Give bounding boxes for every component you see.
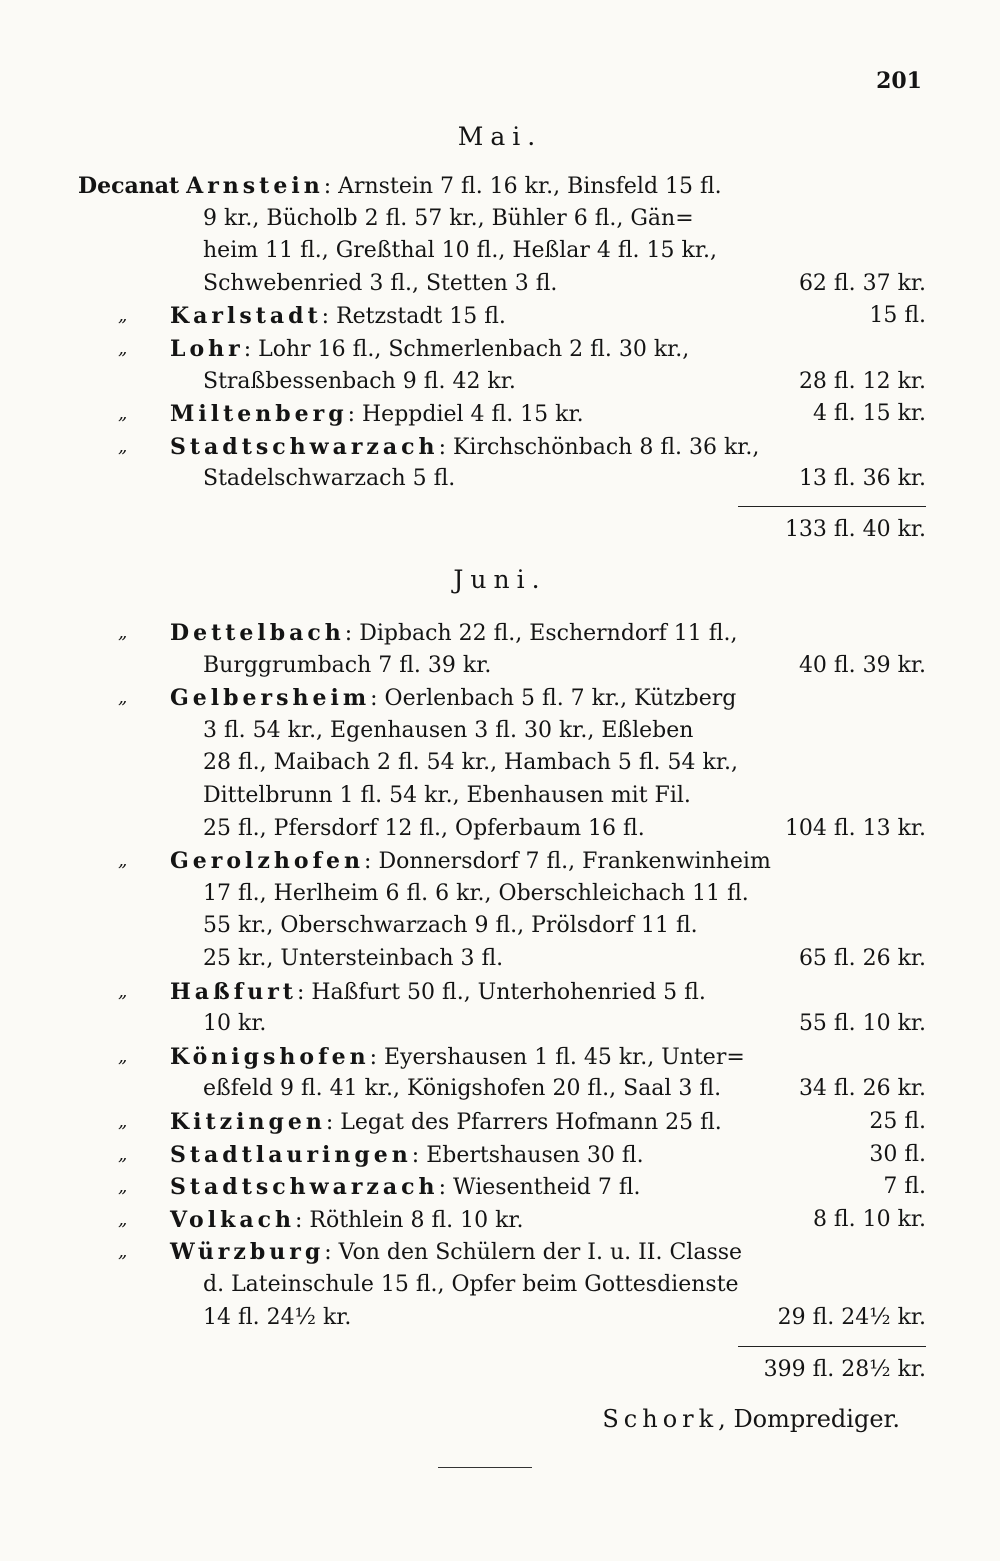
place-name: Stadtschwarzach — [170, 1174, 439, 1201]
section-title-juni: Juni. — [453, 565, 547, 594]
entry-continuation-line: Dittelbrunn 1 fl. 54 kr., Ebenhausen mit Fil. — [203, 783, 691, 808]
total-mai: 133 fl. 40 kr. — [784, 517, 926, 542]
entry-amount: 40 fl. 39 kr. — [798, 652, 926, 678]
entry-continuation-line: d. Lateinschule 15 fl., Opfer beim Gottesdienste — [203, 1272, 739, 1297]
entry-continuation-line: 10 kr. — [203, 1011, 267, 1037]
entry-text: Oerlenbach 5 fl. 7 kr., Kützberg — [384, 686, 737, 712]
entry-first-line: Kitzingen: Legat des Pfarrers Hofmann 25 fl. — [170, 1109, 722, 1135]
total-rule-juni — [738, 1346, 926, 1347]
entry-continuation-line: Burggrumbach 7 fl. 39 kr. — [203, 652, 492, 678]
place-name: Volkach — [170, 1206, 295, 1233]
entry-continuation-line: 3 fl. 54 kr., Egenhausen 3 fl. 30 kr., Eßleben — [203, 717, 694, 743]
place-name: Arnstein — [186, 173, 324, 199]
entry-first-line: Haßfurt: Haßfurt 50 fl., Unterhohenried 5 fl. — [170, 978, 706, 1005]
entry-amount: 65 fl. 26 kr. — [798, 946, 926, 971]
ditto-mark: „ — [118, 1208, 128, 1230]
entry-text: Ebertshausen 30 fl. — [426, 1142, 644, 1168]
entry-amount: 34 fl. 26 kr. — [798, 1076, 926, 1102]
entry-first-line: Gelbersheim: Oerlenbach 5 fl. 7 kr., Kützberg — [170, 685, 737, 712]
place-name: Stadtlauringen — [170, 1141, 412, 1168]
total-rule-mai — [738, 506, 926, 507]
entry-amount: 30 fl. — [869, 1141, 926, 1167]
place-name: Stadtschwarzach — [170, 433, 439, 460]
ditto-mark: „ — [118, 1176, 128, 1198]
entry-amount: 7 fl. — [883, 1174, 926, 1200]
entry-continuation-line: Straßbessenbach 9 fl. 42 kr. — [203, 368, 516, 394]
ditto-mark: „ — [118, 338, 128, 359]
entry-text: Dipbach 22 fl., Escherndorf 11 fl., — [359, 621, 738, 646]
entry-text: Arnstein 7 fl. 16 kr., Binsfeld 15 fl. — [338, 174, 722, 199]
place-name: Gerolzhofen — [170, 848, 365, 875]
entry-first-line: Stadtschwarzach: Kirchschönbach 8 fl. 36 kr., — [170, 433, 760, 460]
entry-continuation-line: 9 kr., Bücholb 2 fl. 57 kr., Bühler 6 fl., Gän= — [203, 205, 694, 231]
entry-continuation-line: 14 fl. 24½ kr. — [203, 1304, 352, 1330]
ditto-mark: „ — [118, 1111, 128, 1132]
entry-text: Von den Schülern der I. u. II. Classe — [338, 1240, 743, 1266]
entry-first-line: Karlstadt: Retzstadt 15 fl. — [170, 303, 506, 330]
ditto-mark: „ — [118, 980, 128, 1002]
place-name: Königshofen — [170, 1043, 370, 1070]
entry-amount: 25 fl. — [869, 1109, 926, 1134]
entry-text: Haßfurt 50 fl., Unterhohenried 5 fl. — [311, 979, 706, 1005]
entry-continuation-line: 55 kr., Oberschwarzach 9 fl., Prölsdorf 11 fl. — [203, 913, 698, 939]
place-name: Würzburg — [170, 1239, 325, 1266]
ditto-mark: „ — [118, 403, 128, 425]
entry-text: Kirchschönbach 8 fl. 36 kr., — [452, 434, 760, 460]
ditto-mark: „ — [118, 687, 128, 709]
entry-continuation-line: Schwebenried 3 fl., Stetten 3 fl. — [203, 270, 558, 296]
entry-continuation-line: 17 fl., Herlheim 6 fl. 6 kr., Oberschleichach 11 fl. — [203, 880, 749, 906]
entry-continuation-line: heim 11 fl., Greßthal 10 fl., Heßlar 4 fl. 15 kr., — [203, 238, 717, 264]
entry-text: Lohr 16 fl., Schmerlenbach 2 fl. 30 kr., — [258, 337, 690, 362]
entry-amount: 8 fl. 10 kr. — [812, 1206, 926, 1232]
entry-text: Retzstadt 15 fl. — [336, 304, 506, 330]
entry-text: Legat des Pfarrers Hofmann 25 fl. — [340, 1110, 722, 1135]
entry-continuation-line: 25 fl., Pfersdorf 12 fl., Opferbaum 16 fl. — [203, 815, 645, 841]
total-juni: 399 fl. 28½ kr. — [763, 1357, 926, 1382]
signature-title: Domprediger. — [733, 1405, 900, 1433]
entry-first-line: Gerolzhofen: Donnersdorf 7 fl., Frankenwinheim — [170, 848, 771, 875]
ditto-mark: „ — [118, 305, 128, 327]
page-number: 201 — [876, 68, 922, 94]
entry-amount: 55 fl. 10 kr. — [798, 1011, 926, 1037]
place-name: Kitzingen — [170, 1109, 326, 1135]
entry-first-line: Königshofen: Eyershausen 1 fl. 45 kr., Unter= — [170, 1043, 745, 1070]
ditto-mark: „ — [118, 1143, 128, 1165]
section-title-mai: Mai. — [457, 122, 543, 151]
ditto-mark: „ — [118, 435, 128, 457]
entry-amount: 104 fl. 13 kr. — [784, 815, 926, 841]
entry-text: Eyershausen 1 fl. 45 kr., Unter= — [383, 1044, 745, 1070]
place-name: Dettelbach — [170, 620, 345, 646]
entry-first-line: Dettelbach: Dipbach 22 fl., Escherndorf 11 fl., — [170, 620, 738, 646]
entry-first-line: Lohr: Lohr 16 fl., Schmerlenbach 2 fl. 30 kr., — [170, 336, 690, 362]
entry-first-line: Decanat Arnstein: Arnstein 7 fl. 16 kr., Binsfeld 15 fl. — [78, 173, 722, 199]
entry-first-line: Würzburg: Von den Schülern der I. u. II. Classe — [170, 1239, 743, 1266]
entry-amount: 28 fl. 12 kr. — [798, 368, 926, 394]
decanat-label: Decanat — [78, 173, 180, 199]
entry-first-line: Stadtlauringen: Ebertshausen 30 fl. — [170, 1141, 644, 1168]
signature — [602, 1405, 900, 1433]
ditto-mark: „ — [118, 1241, 128, 1263]
place-name: Miltenberg — [170, 401, 348, 428]
entry-continuation-line: 25 kr., Untersteinbach 3 fl. — [203, 946, 504, 971]
entry-text: Donnersdorf 7 fl., Frankenwinheim — [378, 849, 771, 875]
place-name: Lohr — [170, 336, 244, 362]
entry-continuation-line: eßfeld 9 fl. 41 kr., Königshofen 20 fl., Saal 3 fl. — [203, 1076, 722, 1102]
entry-first-line: Volkach: Röthlein 8 fl. 10 kr. — [170, 1206, 524, 1233]
entry-amount: 62 fl. 37 kr. — [798, 270, 926, 296]
entry-continuation-line: Stadelschwarzach 5 fl. — [203, 466, 456, 492]
entry-text: Röthlein 8 fl. 10 kr. — [309, 1207, 524, 1233]
ditto-mark: „ — [118, 622, 128, 643]
ditto-mark: „ — [118, 850, 128, 872]
entry-text: Wiesentheid 7 fl. — [452, 1175, 641, 1201]
entry-amount: 15 fl. — [869, 303, 926, 329]
entry-continuation-line: 28 fl., Maibach 2 fl. 54 kr., Hambach 5 fl. 54 kr., — [203, 750, 738, 776]
entry-amount: 13 fl. 36 kr. — [798, 466, 926, 492]
place-name: Karlstadt — [170, 303, 322, 330]
signature-comma: , — [718, 1405, 734, 1433]
entry-amount: 29 fl. 24½ kr. — [777, 1304, 926, 1330]
ditto-mark: „ — [118, 1045, 128, 1067]
place-name: Gelbersheim — [170, 685, 371, 712]
entry-first-line: Miltenberg: Heppdiel 4 fl. 15 kr. — [170, 401, 584, 428]
signature-name: Schork — [602, 1405, 719, 1433]
entry-text: Heppdiel 4 fl. 15 kr. — [361, 402, 584, 428]
footer-rule — [438, 1467, 532, 1468]
entry-amount: 4 fl. 15 kr. — [812, 401, 926, 427]
place-name: Haßfurt — [170, 978, 297, 1005]
entry-first-line: Stadtschwarzach: Wiesentheid 7 fl. — [170, 1174, 641, 1201]
